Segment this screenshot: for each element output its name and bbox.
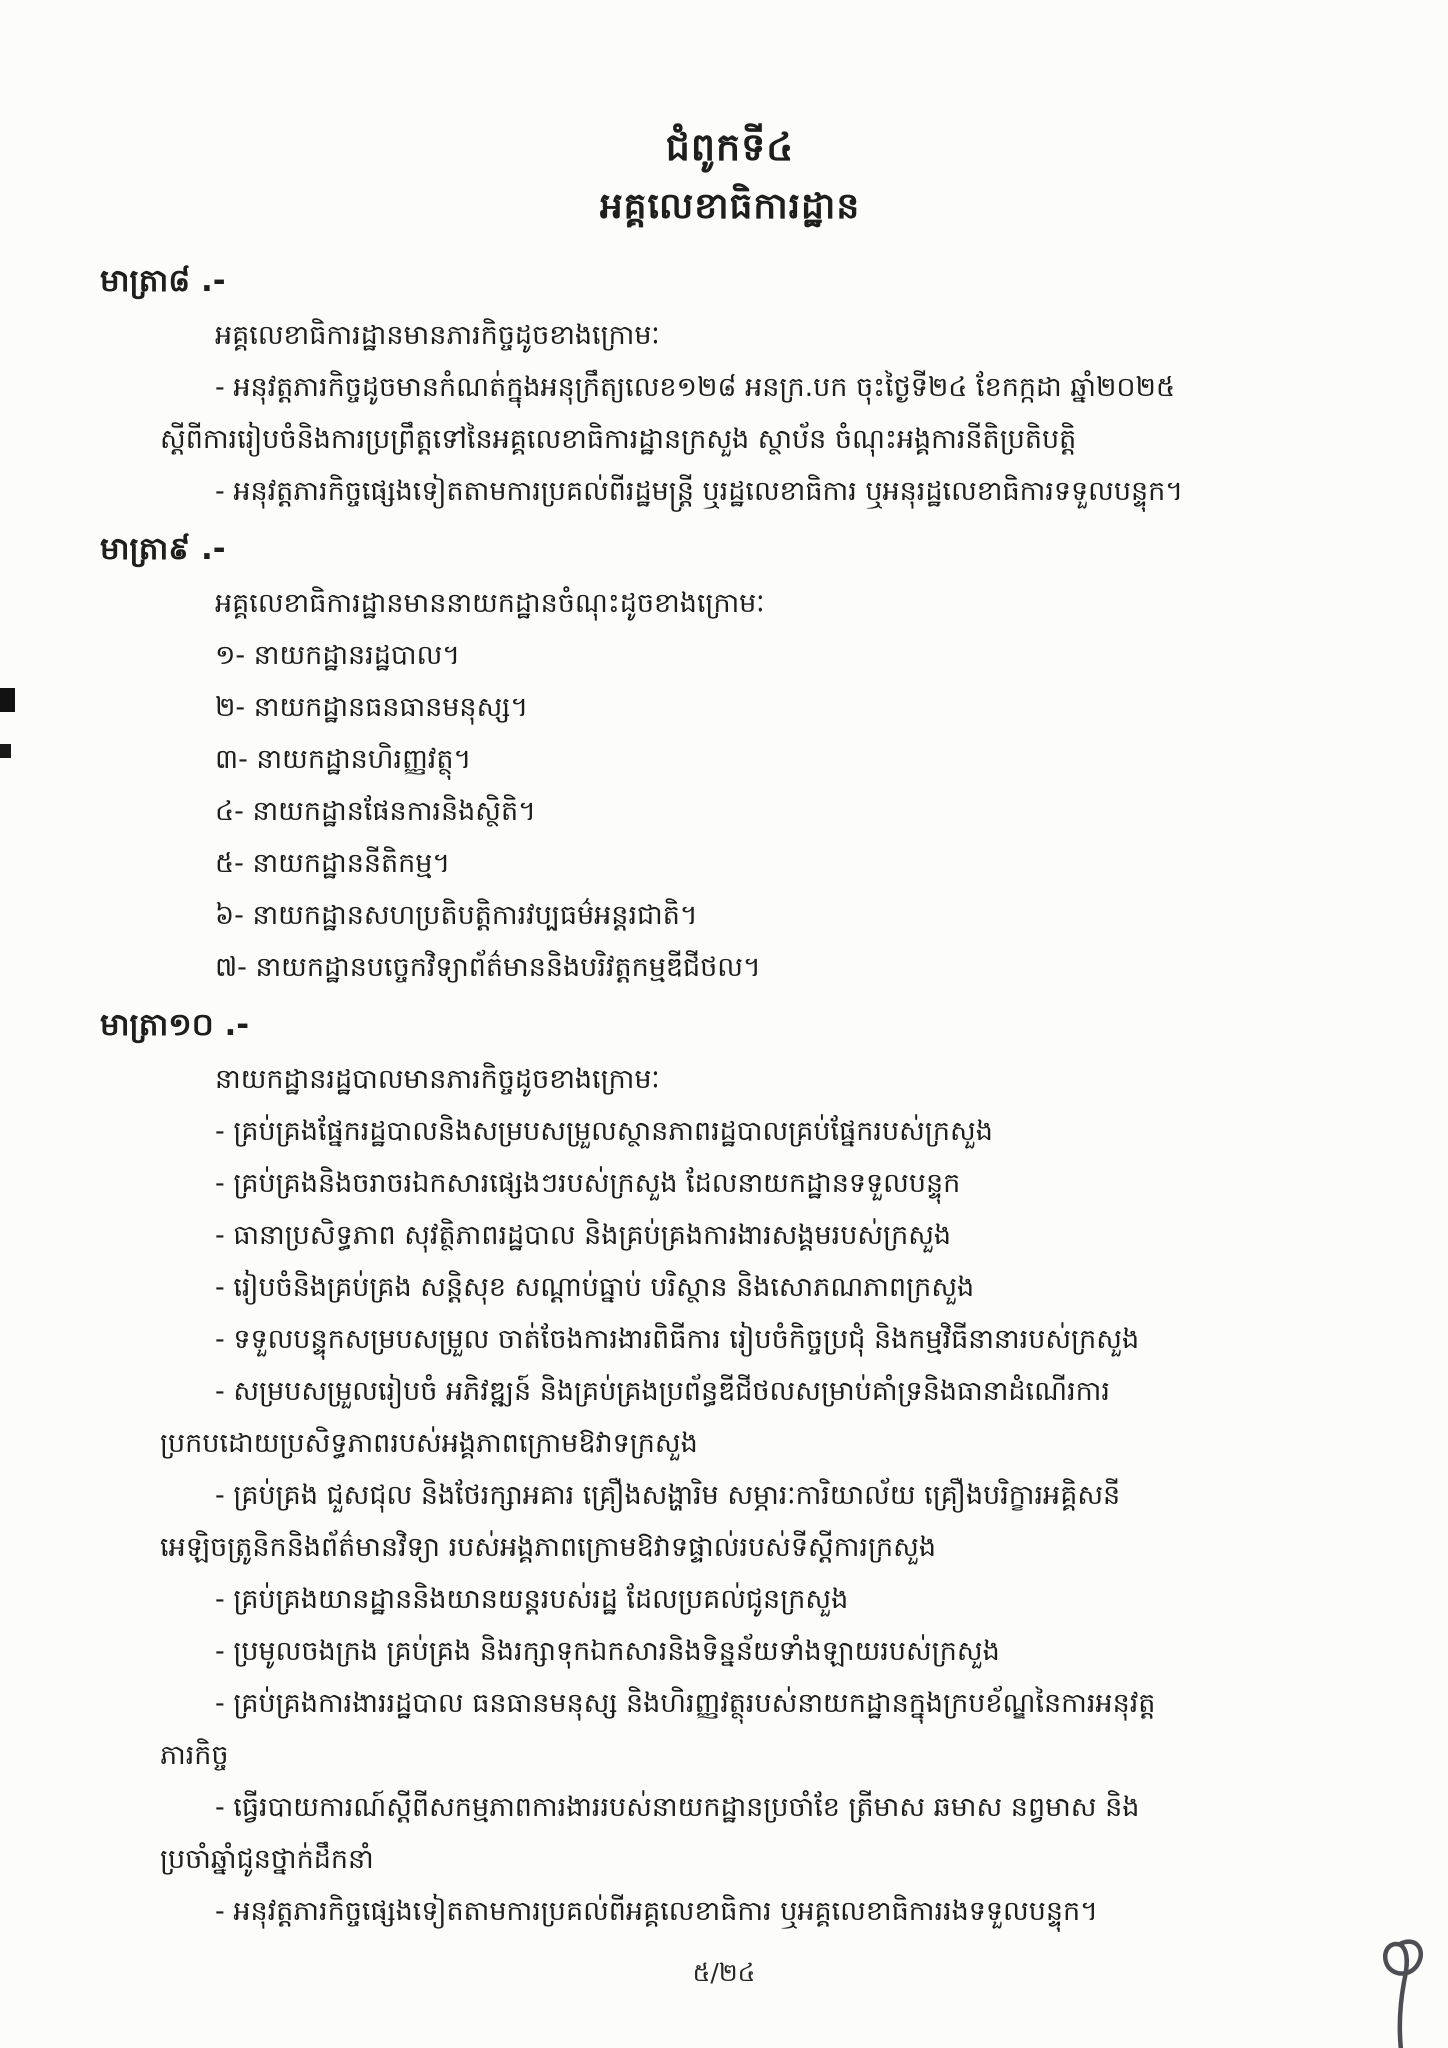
article-10-bullet-line: - គ្រប់គ្រងការងាររដ្ឋបាល ធនធានមនុស្ស និងហិរញ្ញវត្ថុរបស់នាយកដ្ឋានក្នុងក្របខ័ណ្ឌនៃការអនុវត្ត — [215, 1688, 1156, 1719]
article-9-list-item: ៣- នាយកដ្ឋានហិរញ្ញវត្ថុ។ — [215, 744, 472, 775]
article-9-heading: មាត្រា៩ .- — [100, 531, 226, 567]
document-content — [100, 118, 1360, 1938]
article-10-bullet-line: - សម្របសម្រួលរៀបចំ អភិវឌ្ឍន៍ និងគ្រប់គ្រងប្រព័ន្ធឌីជីថលសម្រាប់គាំទ្រនិងធានាដំណើរការ — [215, 1376, 1110, 1407]
article-10-bullet-line: - គ្រប់គ្រងយានដ្ឋាននិងយានយន្តរបស់រដ្ឋ ដែលប្រគល់ជូនក្រសួង — [215, 1584, 849, 1615]
article-10-bullet-line: - ធានាប្រសិទ្ធភាព សុវត្ថិភាពរដ្ឋបាល និងគ្រប់គ្រងការងារសង្គមរបស់ក្រសួង — [215, 1220, 952, 1251]
article-9-intro: អគ្គលេខាធិការដ្ឋានមាននាយកដ្ឋានចំណុះដូចខាងក្រោមៈ — [215, 588, 765, 619]
article-10-intro: នាយកដ្ឋានរដ្ឋបាលមានភារកិច្ចដូចខាងក្រោមៈ — [215, 1064, 660, 1095]
article-10-bullet-line: - រៀបចំនិងគ្រប់គ្រង សន្តិសុខ សណ្តាប់ធ្នាប់ បរិស្ថាន និងសោភណភាពក្រសួង — [215, 1272, 975, 1303]
article-9-list-item: ៦- នាយកដ្ឋានសហប្រតិបត្តិការវប្បធម៌អន្តរជាតិ។ — [215, 900, 698, 931]
article-10-heading: មាត្រា១០ .- — [100, 1007, 250, 1043]
article-10-bullet-line: - គ្រប់គ្រងផ្នែករដ្ឋបាលនិងសម្របសម្រួលស្ថានភាពរដ្ឋបាលគ្រប់ផ្នែករបស់ក្រសួង — [215, 1116, 993, 1147]
article-8-bullet-line: - អនុវត្តភារកិច្ចផ្សេងទៀតតាមការប្រគល់ពីរដ្ឋមន្ត្រី ឬរដ្ឋលេខាធិការ ឬអនុរដ្ឋលេខាធិការទទួលបន្ទុក។ — [215, 476, 1184, 507]
handwritten-initial — [1354, 1930, 1434, 2048]
article-10-bullet-line: - គ្រប់គ្រង ជួសជុល និងថែរក្សាអគារ គ្រឿងសង្ហារិម សម្ភារៈការិយាល័យ គ្រឿងបរិក្ខារអគ្គិសនី — [215, 1480, 1121, 1511]
article-9-list-item: ៤- នាយកដ្ឋានផែនការនិងស្ថិតិ។ — [215, 796, 536, 827]
article-9-list-item: ១- នាយកដ្ឋានរដ្ឋបាល។ — [215, 640, 461, 671]
article-10-bullet-line: - ប្រមូលចងក្រង គ្រប់គ្រង និងរក្សាទុកឯកសារនិងទិន្នន័យទាំងឡាយរបស់ក្រសួង — [215, 1636, 1000, 1667]
article-8-intro: អគ្គលេខាធិការដ្ឋានមានភារកិច្ចដូចខាងក្រោមៈ — [215, 320, 660, 351]
article-10-bullet-line: - ទទួលបន្ទុកសម្របសម្រួល ចាត់ចែងការងារពិធីការ រៀបចំកិច្ចប្រជុំ និងកម្មវិធីនានារបស់ក្រសួង — [215, 1324, 1140, 1355]
article-10-bullet-line: - ធ្វើរបាយការណ៍ស្តីពីសកម្មភាពការងាររបស់នាយកដ្ឋានប្រចាំខែ ត្រីមាស ឆមាស នព្វមាស និង — [215, 1792, 1140, 1823]
article-9-list-item: ៧- នាយកដ្ឋានបច្ចេកវិទ្យាព័ត៌មាននិងបរិវត្តកម្មឌីជីថល។ — [215, 952, 761, 983]
scan-artifact — [0, 688, 15, 712]
article-10-bullet-line: អេឡិចត្រូនិកនិងព័ត៌មានវិទ្យា របស់អង្គភាពក្រោមឱវាទផ្ទាល់របស់ទីស្តីការក្រសួង — [160, 1532, 936, 1563]
article-10-bullet-line: - អនុវត្តភារកិច្ចផ្សេងទៀតតាមការប្រគល់ពីអគ្គលេខាធិការ ឬអគ្គលេខាធិការរងទទួលបន្ទុក។ — [215, 1896, 1098, 1927]
article-9-list-item: ៥- នាយកដ្ឋាននីតិកម្ម។ — [215, 848, 451, 879]
article-10-bullet-line: ប្រកបដោយប្រសិទ្ធភាពរបស់អង្គភាពក្រោមឱវាទក្រសួង — [160, 1428, 698, 1459]
scan-artifact — [0, 744, 11, 758]
article-10-bullet-line: ប្រចាំឆ្នាំជូនថ្នាក់ដឹកនាំ — [160, 1844, 374, 1875]
title-block — [100, 118, 1360, 238]
article-9-list-item: ២- នាយកដ្ឋានធនធានមនុស្ស។ — [215, 692, 529, 723]
page-number: ៥/២៤ — [692, 1958, 756, 1987]
article-10-bullet-line: ភារកិច្ច — [160, 1740, 229, 1771]
article-10-bullet-line: - គ្រប់គ្រងនិងចរាចរឯកសារផ្សេងៗរបស់ក្រសួង ដែលនាយកដ្ឋានទទួលបន្ទុក — [215, 1168, 961, 1199]
article-8-bullet-line: - អនុវត្តភារកិច្ចដូចមានកំណត់ក្នុងអនុក្រឹត្យលេខ១២៨ អនក្រ.បក ចុះថ្ងៃទី២៤ ខែកក្កដា ឆ្នាំ២០២៥ — [215, 372, 1176, 403]
article-8-heading: មាត្រា៨ .- — [100, 263, 226, 299]
chapter-subtitle: អគ្គលេខាធិការដ្ឋាន — [599, 186, 861, 227]
article-8-bullet-line: ស្តីពីការរៀបចំនិងការប្រព្រឹត្តទៅនៃអគ្គលេខាធិការដ្ឋានក្រសួង ស្ថាប័ន ចំណុះអង្គការនីតិប្រតិបត្តិ — [160, 424, 1077, 455]
chapter-title: ជំពូកទី៤ — [665, 125, 795, 169]
